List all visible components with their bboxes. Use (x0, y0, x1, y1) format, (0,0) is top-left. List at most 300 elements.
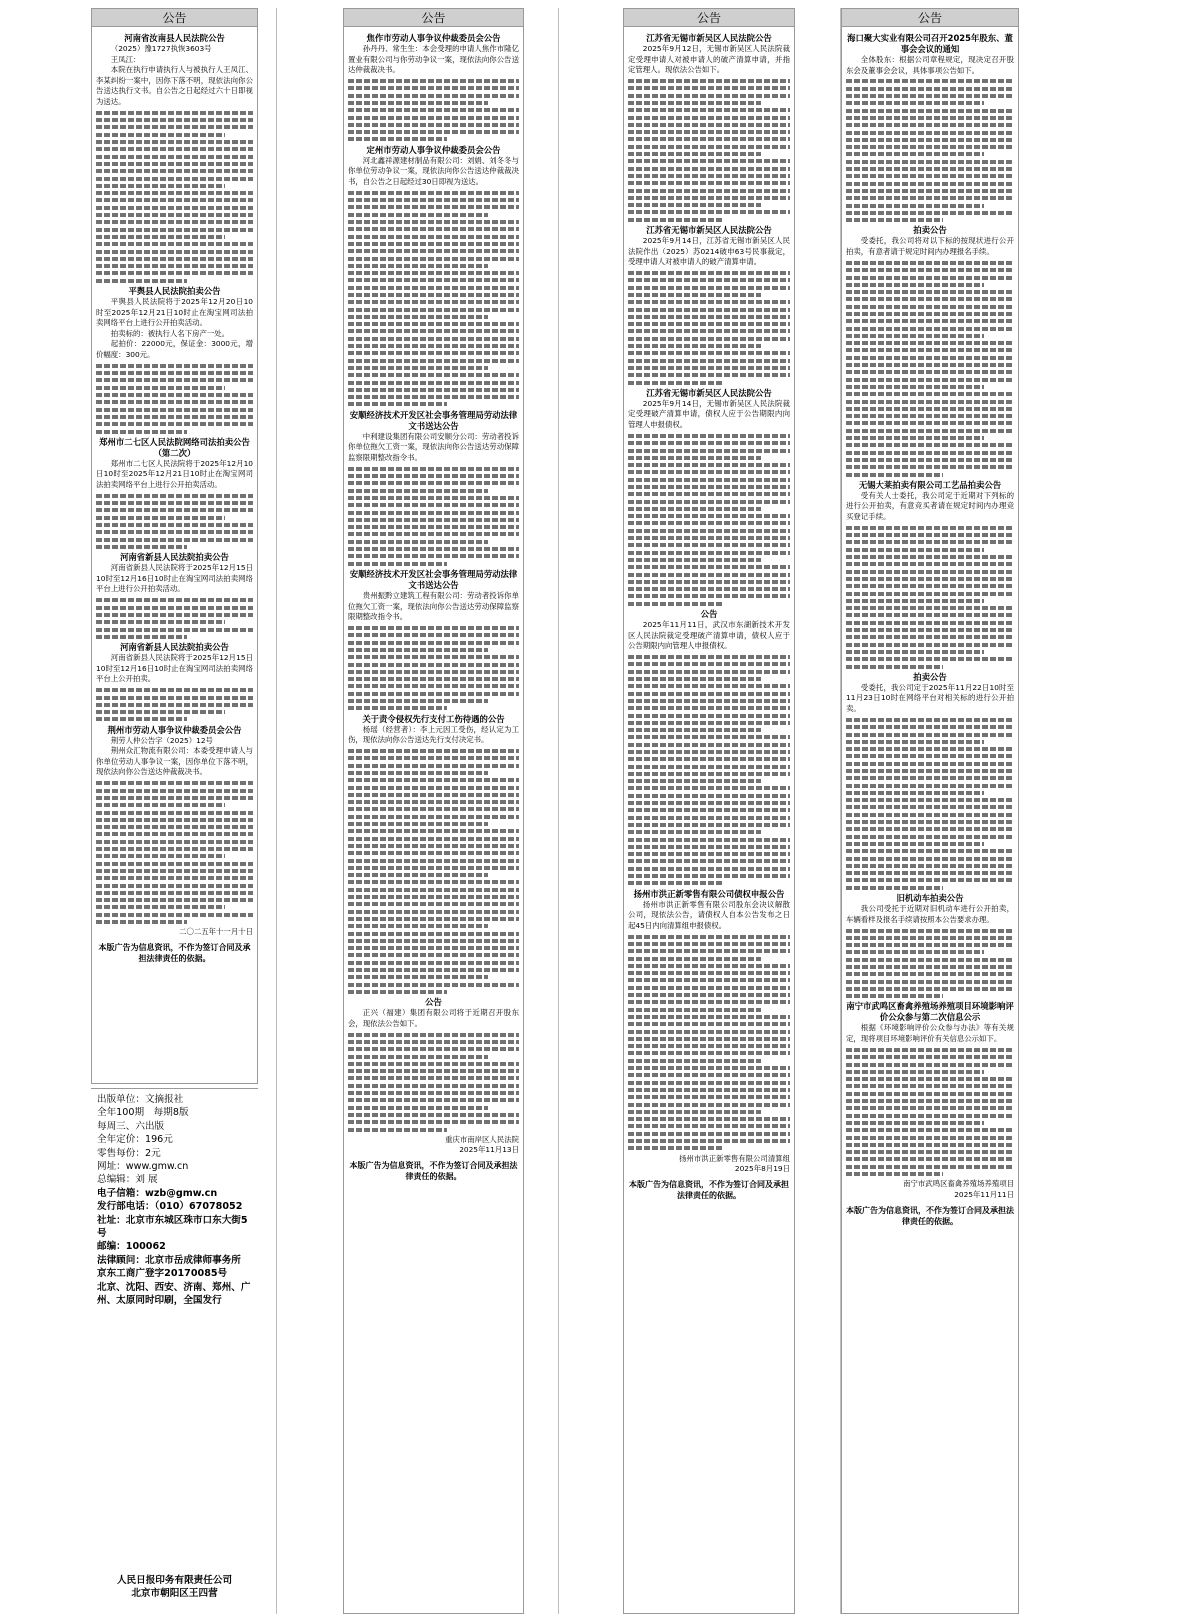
notice-paragraph: 贵州振黔立建筑工程有限公司：劳动者投诉你单位拖欠工资一案，现依法向你公告送达劳动保障监察限期整改指令书。 (348, 590, 519, 622)
notice-text-block (96, 494, 253, 549)
notice-text-block (348, 467, 519, 566)
column-body (842, 27, 1018, 1230)
text-line (628, 565, 790, 569)
text-line (628, 706, 790, 710)
text-line (348, 778, 519, 782)
notice-date: 2025年11月13日 (459, 1145, 519, 1155)
text-line (348, 975, 488, 979)
text-line (628, 838, 790, 842)
text-line (96, 378, 253, 382)
text-line (628, 529, 790, 533)
text-line (96, 898, 253, 902)
text-line (96, 545, 187, 549)
column-2 (343, 8, 524, 1614)
text-line (846, 348, 1014, 352)
text-line (628, 492, 790, 496)
text-line (628, 152, 761, 156)
notice-paragraph: 全体股东：根据公司章程规定，现决定召开股东会及董事会会议，具体事项公告如下。 (846, 55, 1014, 75)
text-line (846, 145, 1014, 149)
text-line (628, 478, 790, 482)
text-line (96, 371, 253, 375)
text-line (628, 434, 790, 438)
text-line (96, 162, 253, 166)
text-line (846, 849, 1014, 853)
text-line (628, 1008, 761, 1012)
office-address: 社址：北京市东城区珠市口东大街5号 (97, 1214, 248, 1240)
text-line (348, 94, 519, 98)
notice-paragraph: 2025年9月14日，江苏省无锡市新吴区人民法院作出（2025）苏0214破申63号民事裁定，受理申请人对被申请人的破产清算申请。 (628, 236, 790, 267)
text-line (348, 837, 519, 841)
text-line (628, 874, 790, 878)
text-line (846, 805, 1014, 809)
text-line (348, 381, 519, 385)
text-line (846, 101, 984, 105)
text-line (628, 174, 790, 178)
text-line (846, 421, 1014, 425)
text-line (628, 1030, 790, 1034)
notice-text-block (628, 434, 790, 606)
text-line (628, 942, 790, 946)
text-line (628, 507, 761, 511)
text-line (846, 443, 1014, 447)
notice-title: 无锡大莱拍卖有限公司工艺品拍卖公告 (858, 479, 1002, 490)
text-line (846, 584, 1014, 588)
text-line (846, 936, 1014, 940)
text-line (628, 655, 790, 659)
column-header: 公告 (842, 9, 1018, 27)
text-line (96, 257, 253, 261)
text-line (846, 733, 1014, 737)
text-line (846, 762, 1014, 766)
text-line (628, 602, 722, 606)
text-line (846, 943, 1014, 947)
text-line (348, 101, 488, 105)
notice-title: 荆州市劳动人事争议仲裁委员会公告 (107, 724, 242, 735)
text-line (96, 235, 225, 239)
notice-text-block (96, 781, 253, 924)
notice-text-block (348, 1033, 519, 1132)
text-line (96, 696, 253, 700)
text-line (348, 359, 519, 363)
text-line (628, 978, 790, 982)
text-line (348, 895, 519, 899)
text-line (96, 430, 187, 434)
notice-paragraph: 河南省新县人民法院将于2025年12月15日10时至12月16日10时止在淘宝网司法拍卖网络平台上进行公开拍卖活动。 (96, 563, 253, 594)
text-line (846, 740, 984, 744)
text-line (846, 548, 984, 552)
text-line (628, 543, 790, 547)
text-line (96, 386, 225, 390)
text-line (628, 1044, 790, 1048)
text-line (348, 227, 519, 231)
text-line (96, 198, 253, 202)
text-line (348, 337, 519, 341)
text-line (96, 111, 253, 115)
text-line (348, 532, 519, 536)
text-line (348, 1091, 519, 1095)
text-line (846, 312, 1014, 316)
text-line (348, 1062, 519, 1066)
text-line (628, 329, 790, 333)
text-line (348, 859, 519, 863)
text-line (628, 765, 790, 769)
text-line (846, 835, 1014, 839)
text-line (846, 297, 1014, 301)
text-line (628, 322, 790, 326)
text-line (628, 167, 790, 171)
text-line (96, 847, 253, 851)
text-line (628, 823, 790, 827)
text-line (348, 1128, 447, 1132)
text-line (628, 145, 790, 149)
text-line (348, 540, 488, 544)
text-line (846, 1070, 984, 1074)
text-line (348, 191, 519, 195)
text-line (348, 953, 519, 957)
text-line (96, 628, 253, 632)
text-line (348, 562, 447, 566)
text-line (846, 665, 943, 669)
text-line (96, 155, 253, 159)
text-line (348, 249, 519, 253)
text-line (846, 1048, 1014, 1052)
column-header: 公告 (344, 9, 523, 27)
notice-title: 安顺经济技术开发区社会事务管理局劳动法律文书送达公告 (349, 568, 518, 590)
text-line (846, 276, 1014, 280)
text-line (348, 137, 447, 141)
text-line (348, 655, 519, 659)
text-line (96, 703, 253, 707)
text-line (628, 692, 790, 696)
text-line (628, 449, 790, 453)
text-line (846, 555, 1014, 559)
text-line (96, 781, 253, 785)
text-line (348, 670, 519, 674)
text-line (348, 322, 519, 326)
text-line (96, 184, 225, 188)
text-line (628, 573, 790, 577)
text-line (348, 910, 519, 914)
text-line (846, 533, 1014, 537)
text-line (628, 801, 790, 805)
text-line (348, 939, 519, 943)
text-line (348, 1040, 519, 1044)
text-line (348, 264, 488, 268)
text-line (846, 994, 943, 998)
text-line (348, 1033, 519, 1037)
text-line (846, 820, 1014, 824)
notice-title: 南宁市武鸣区畜禽养殖场养殖项目环境影响评价公众参与第二次信息公示 (846, 1001, 1014, 1023)
text-line (628, 699, 790, 703)
text-line (96, 530, 253, 534)
text-line (348, 749, 519, 753)
text-line (846, 784, 1014, 788)
text-line (348, 968, 519, 972)
text-line (96, 501, 253, 505)
text-line (348, 917, 519, 921)
text-line (628, 351, 790, 355)
disclaimer: 本版广告为信息资讯，不作为签订合同及承担法律责任的依据。 (98, 942, 251, 963)
text-line (628, 181, 790, 185)
text-line (96, 242, 253, 246)
text-line (628, 971, 790, 975)
text-line (628, 964, 790, 968)
text-line (628, 1073, 790, 1077)
text-line (96, 220, 253, 224)
text-line (348, 764, 519, 768)
text-line (628, 286, 790, 290)
notice-text-block (96, 111, 253, 283)
text-line (348, 684, 519, 688)
text-line (846, 174, 1014, 178)
text-line (846, 465, 1014, 469)
notice-title: 拍卖公告 (913, 225, 947, 236)
text-line (846, 747, 1014, 751)
text-line (628, 1037, 790, 1041)
notice-title: 拍卖公告 (913, 671, 947, 682)
text-line (628, 1103, 790, 1107)
text-line (846, 1143, 1014, 1147)
text-line (96, 206, 253, 210)
text-line (628, 1066, 790, 1070)
notice-title: 定州市劳动人事争议仲裁委员会公告 (366, 144, 501, 155)
text-line (348, 213, 488, 217)
text-line (628, 580, 790, 584)
text-line (348, 873, 488, 877)
text-line (846, 965, 1014, 969)
text-line (628, 594, 790, 598)
notice-text-block (348, 626, 519, 710)
text-line (628, 1081, 790, 1085)
print-sites: 北京、沈阳、西安、济南、郑州、广州、太原同时印刷，全国发行 (97, 1281, 251, 1307)
text-line (628, 808, 790, 812)
text-line (628, 123, 790, 127)
text-line (628, 514, 790, 518)
text-line (348, 786, 519, 790)
text-line (628, 587, 790, 591)
text-line (96, 400, 253, 404)
text-line (96, 140, 253, 144)
text-line (846, 211, 1014, 215)
text-line (846, 378, 1014, 382)
text-line (96, 264, 253, 268)
text-line (846, 385, 984, 389)
text-line (628, 337, 790, 341)
notice-text-block (846, 261, 1014, 477)
text-line (846, 283, 984, 287)
signature: 扬州市洪正新零售有限公司清算组 (679, 1153, 790, 1163)
notice-text-block (96, 364, 253, 434)
notice-text-block (846, 526, 1014, 669)
text-line (348, 946, 519, 950)
notice-text-block (846, 79, 1014, 222)
text-line (96, 408, 253, 412)
text-line (846, 1150, 1014, 1154)
text-line (846, 827, 1014, 831)
text-line (628, 210, 790, 214)
text-line (846, 1106, 1014, 1110)
text-line (846, 334, 984, 338)
text-line (628, 1088, 790, 1092)
column-body (92, 27, 257, 967)
notice-paragraph: 本院在执行申请执行人与被执行人王凤江、李某纠纷一案中，因你下落不明，现依法向你公告送达执行文书。自公告之日起经过六十日即视为送达。 (96, 65, 253, 106)
notice-title: 郑州市二七区人民法院网络司法拍卖公告（第二次） (99, 436, 250, 458)
text-line (846, 1121, 984, 1125)
text-line (348, 932, 519, 936)
text-line (96, 598, 253, 602)
text-line (96, 862, 253, 866)
text-line (348, 807, 519, 811)
text-line (846, 725, 1014, 729)
text-line (628, 1124, 790, 1128)
text-line (628, 881, 722, 885)
text-line (96, 854, 225, 858)
text-line (628, 779, 761, 783)
text-line (846, 414, 1014, 418)
text-line (348, 205, 519, 209)
text-line (96, 177, 253, 181)
text-line (628, 218, 722, 222)
text-line (348, 554, 519, 558)
text-line (846, 451, 1014, 455)
text-line (846, 400, 1014, 404)
text-line (628, 116, 790, 120)
text-line (846, 754, 1014, 758)
text-line (96, 832, 253, 836)
text-line (846, 592, 1014, 596)
printer-name: 人民日报印务有限责任公司 (116, 1575, 233, 1586)
column-3 (623, 8, 795, 1614)
text-line (348, 663, 519, 667)
text-line (348, 844, 519, 848)
text-line (96, 884, 253, 888)
text-line (846, 116, 1014, 120)
text-line (846, 189, 1014, 193)
text-line (628, 721, 790, 725)
text-line (846, 526, 1014, 530)
notice-title: 河南省新县人民法院拍卖公告 (120, 642, 229, 653)
text-line (96, 803, 225, 807)
text-line (348, 496, 519, 500)
text-line (628, 536, 790, 540)
disclaimer: 本版广告为信息资讯，不作为签订合同及承担法律责任的依据。 (629, 1179, 789, 1200)
text-line (348, 800, 519, 804)
text-line (348, 1084, 519, 1088)
disclaimer: 本版广告为信息资讯，不作为签订合同及承担法律责任的依据。 (349, 1161, 518, 1182)
text-line (846, 950, 984, 954)
text-line (96, 818, 253, 822)
notice-text-block (628, 655, 790, 885)
text-line (96, 891, 253, 895)
notice-paragraph: 正兴（福建）集团有限公司将于近期召开股东会，现依法公告如下。 (348, 1008, 519, 1028)
notice-paragraph: 河北鑫祥源建材制品有限公司：刘娟、刘冬冬与你单位劳动争议一案，现依法向你公告送达仲裁裁决书，自公告之日起经过30日即视为送达。 (348, 155, 519, 186)
notice-title: 江苏省无锡市新吴区人民法院公告 (646, 225, 772, 236)
text-line (846, 305, 1014, 309)
text-line (846, 650, 984, 654)
text-line (628, 551, 790, 555)
postcode: 邮编：100062 (97, 1241, 166, 1253)
column-body (624, 27, 794, 1204)
printer-info (91, 1574, 258, 1600)
text-line (628, 750, 790, 754)
text-line (846, 562, 1014, 566)
text-line (846, 204, 984, 208)
text-line (348, 641, 519, 645)
text-line (846, 160, 1014, 164)
text-line (348, 293, 519, 297)
text-line (348, 1055, 488, 1059)
text-line (628, 159, 790, 163)
text-line (96, 508, 253, 512)
text-line (348, 116, 519, 120)
text-line (348, 1113, 519, 1117)
text-line (846, 635, 1014, 639)
text-line (96, 913, 253, 917)
text-line (628, 130, 790, 134)
text-line (96, 710, 225, 714)
text-line (846, 776, 1014, 780)
text-line (96, 494, 253, 498)
text-line (348, 648, 488, 652)
text-line (846, 356, 1014, 360)
text-line (846, 429, 1014, 433)
text-line (348, 220, 519, 224)
notice-paragraph: 荆州众汇物流有限公司：本委受理申请人与你单位劳动人事争议一案，因你单位下落不明，现依法向你公告送达仲裁裁决书。 (96, 746, 253, 777)
text-line (96, 869, 253, 873)
text-line (348, 983, 519, 987)
text-line (846, 1084, 1014, 1088)
notice-paragraph: 起拍价：22000元，保证金：3000元，增价幅度：300元。 (96, 339, 253, 359)
text-line (846, 290, 1014, 294)
text-line (96, 905, 225, 909)
text-line (348, 866, 519, 870)
website: 网址：www.gmw.cn (97, 1161, 189, 1173)
notice-paragraph: 拍卖标的：被执行人名下房产一处。 (110, 328, 230, 338)
notice-title: 安顺经济技术开发区社会事务管理局劳动法律文书送达公告 (349, 409, 518, 431)
text-line (96, 191, 253, 195)
text-line (628, 1095, 790, 1099)
notice-text-block (846, 1048, 1014, 1176)
text-line (846, 929, 1014, 933)
text-line (348, 278, 519, 282)
text-line (348, 366, 488, 370)
text-line (96, 147, 253, 151)
text-line (846, 407, 1014, 411)
annual-price: 全年定价：196元 (97, 1134, 173, 1146)
text-line (628, 845, 790, 849)
text-line (846, 1092, 1014, 1096)
text-line (348, 1076, 519, 1080)
text-line (628, 735, 790, 739)
issue-count: 全年100期 每期8版 (97, 1107, 189, 1119)
notice-paragraph: 受委托，我公司将对以下标的按现状进行公开拍卖，有意者请于规定时间内办理报名手续。 (846, 236, 1014, 257)
text-line (846, 1077, 1014, 1081)
text-line (628, 278, 790, 282)
text-line (846, 1172, 943, 1176)
text-line (846, 657, 1014, 661)
notice-paragraph: 根据《环境影响评价公众参与办法》等有关规定，现将项目环境影响评价有关信息公示如下。 (846, 1023, 1014, 1044)
text-line (628, 1015, 790, 1019)
text-line (846, 987, 1014, 991)
text-line (846, 886, 943, 890)
text-line (846, 864, 1014, 868)
text-line (628, 300, 790, 304)
text-line (348, 822, 488, 826)
text-line (96, 125, 253, 129)
text-line (348, 351, 519, 355)
text-line (96, 789, 253, 793)
text-line (628, 344, 761, 348)
